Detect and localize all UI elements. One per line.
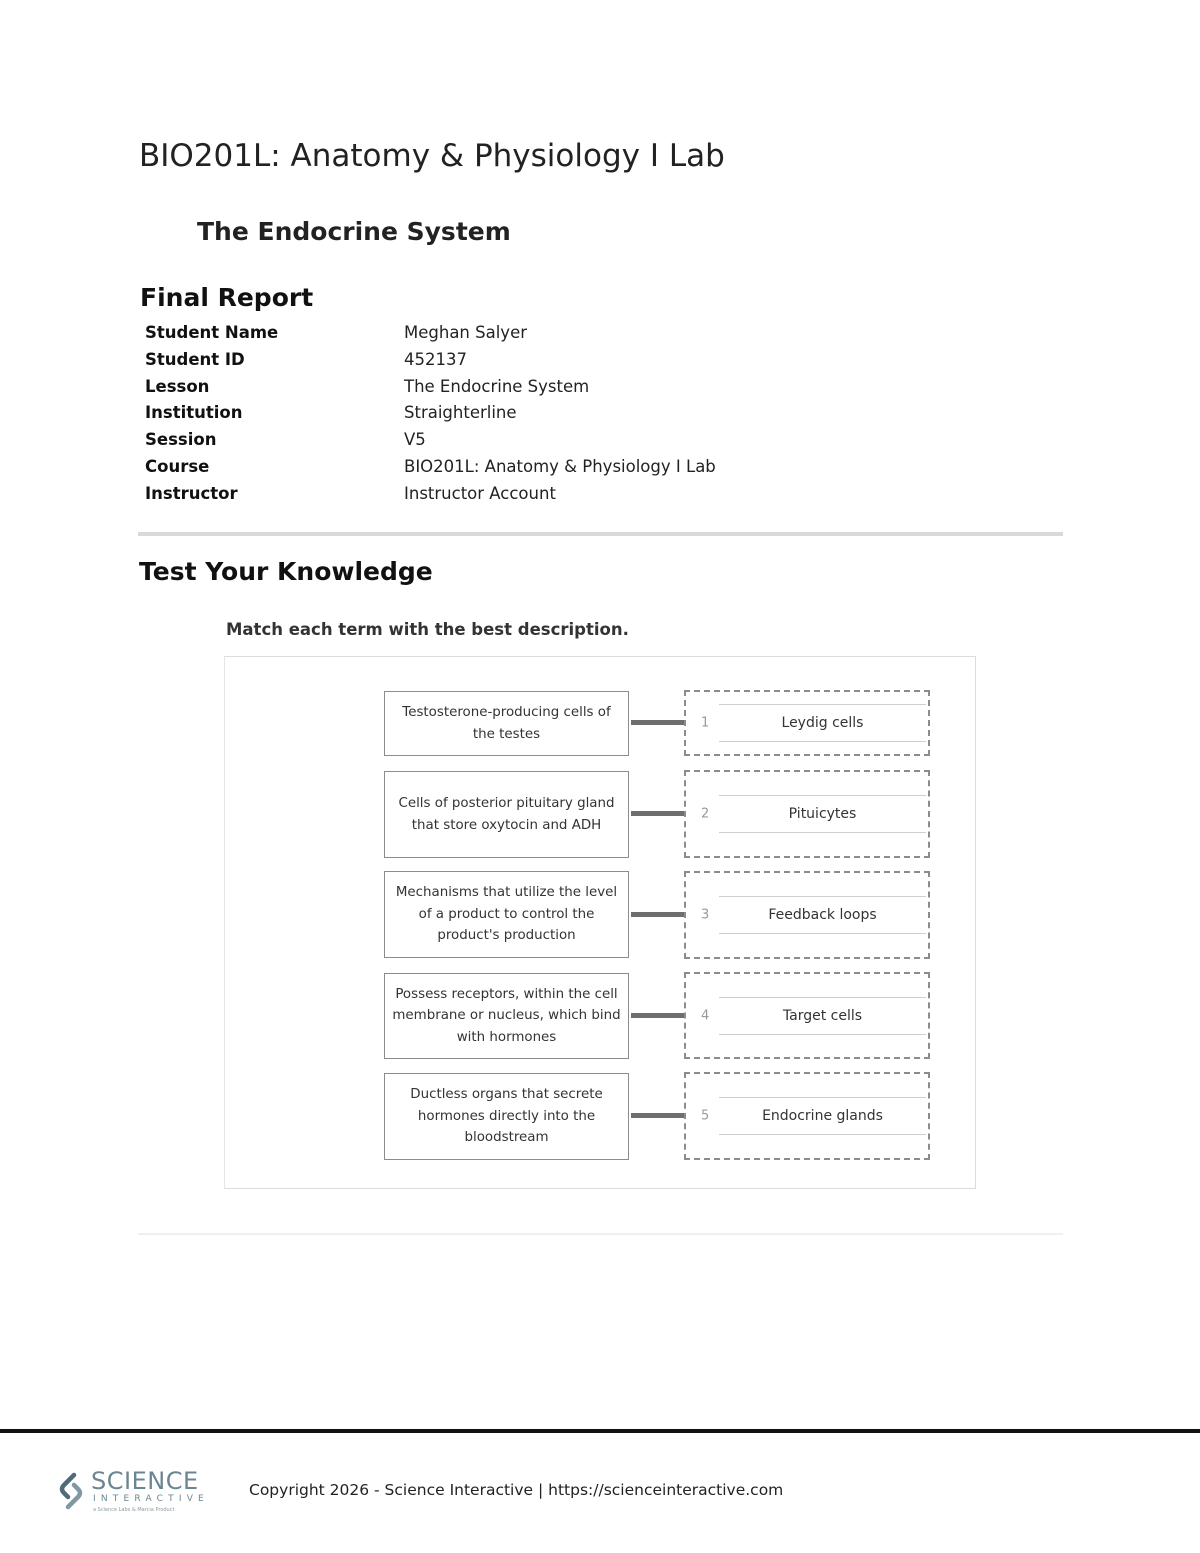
info-label: Student ID	[145, 349, 245, 369]
term-card[interactable]	[719, 795, 926, 833]
info-value: Straighterline	[404, 403, 517, 423]
footer-rule	[0, 1429, 1200, 1433]
section-divider	[138, 532, 1063, 536]
description-box	[384, 973, 629, 1059]
info-label: Student Name	[145, 323, 279, 342]
term-number: 1	[701, 715, 710, 731]
term-label: Target cells	[782, 1007, 863, 1024]
match-connector	[631, 1013, 684, 1018]
term-label: Pituicytes	[788, 806, 857, 822]
info-row-session	[145, 427, 716, 454]
term-drop-zone[interactable]	[684, 871, 930, 959]
term-number: 3	[701, 907, 710, 923]
course-title: BIO201L: Anatomy & Physiology I Lab	[139, 138, 725, 174]
term-label: Endocrine glands	[762, 1108, 883, 1124]
term-label: Feedback loops	[768, 907, 877, 923]
info-label: Session	[145, 430, 217, 450]
term-drop-zone[interactable]	[684, 770, 930, 858]
info-label: Lesson	[145, 376, 210, 396]
info-value: V5	[404, 430, 426, 450]
match-connector	[631, 1113, 684, 1118]
info-row-course	[145, 454, 716, 481]
info-row-institution	[145, 400, 716, 427]
match-connector	[631, 912, 684, 917]
info-row-lesson	[145, 374, 716, 401]
info-row-student-id	[145, 347, 716, 374]
info-label: Instructor	[145, 483, 238, 503]
term-drop-zone[interactable]	[684, 690, 930, 756]
info-row-student-name	[145, 320, 716, 347]
logo-wordmark: SCIENCE	[91, 1467, 199, 1495]
test-your-knowledge-heading: Test Your Knowledge	[139, 557, 433, 586]
final-report-heading: Final Report	[140, 283, 314, 312]
info-value: 452137	[404, 349, 467, 369]
term-card[interactable]	[719, 1097, 926, 1135]
term-number: 5	[701, 1108, 710, 1124]
logo-subtext: INTERACTIVE	[93, 1494, 209, 1504]
info-label: Course	[145, 456, 210, 476]
term-card[interactable]	[719, 896, 926, 934]
info-label: Institution	[145, 403, 243, 423]
description-box	[384, 1073, 629, 1160]
description-box	[384, 871, 629, 958]
description-box	[384, 771, 629, 858]
section-end-divider	[138, 1233, 1063, 1235]
description-text: Ductless organs that secrete hormones directly into the bloodstream	[410, 1087, 603, 1146]
term-label: Leydig cells	[781, 715, 864, 731]
description-text: Mechanisms that utilize the level of a product to control the product's production	[395, 885, 618, 944]
logo-tagline: a Science Labs & Marcia Product	[93, 1507, 175, 1513]
description-box	[384, 691, 629, 756]
copyright-text: Copyright 2026 - Science Interactive | https://scienceinteractive.com	[249, 1481, 784, 1499]
match-connector	[631, 811, 684, 816]
term-card[interactable]	[719, 704, 926, 742]
info-row-instructor	[145, 481, 716, 508]
term-number: 4	[701, 1008, 710, 1023]
term-card[interactable]	[719, 997, 926, 1035]
lesson-title: The Endocrine System	[197, 217, 511, 246]
info-value: The Endocrine System	[404, 376, 590, 396]
match-connector	[631, 720, 684, 725]
logo-mark-icon	[56, 1471, 86, 1511]
description-text: Possess receptors, within the cell membrane or nucleus, which bind with hormones	[392, 986, 621, 1045]
matching-instruction: Match each term with the best description.	[226, 620, 629, 639]
info-value: Meghan Salyer	[404, 323, 528, 342]
science-interactive-logo	[56, 1467, 216, 1517]
term-number: 2	[701, 806, 710, 822]
info-value: BIO201L: Anatomy & Physiology I Lab	[404, 456, 716, 476]
term-drop-zone[interactable]	[684, 1072, 930, 1160]
term-drop-zone[interactable]	[684, 972, 930, 1059]
info-value: Instructor Account	[404, 483, 556, 503]
description-text: Cells of posterior pituitary gland that store oxytocin and ADH	[398, 796, 615, 833]
description-text: Testosterone-producing cells of the testes	[402, 705, 611, 742]
student-info-table	[145, 320, 716, 508]
